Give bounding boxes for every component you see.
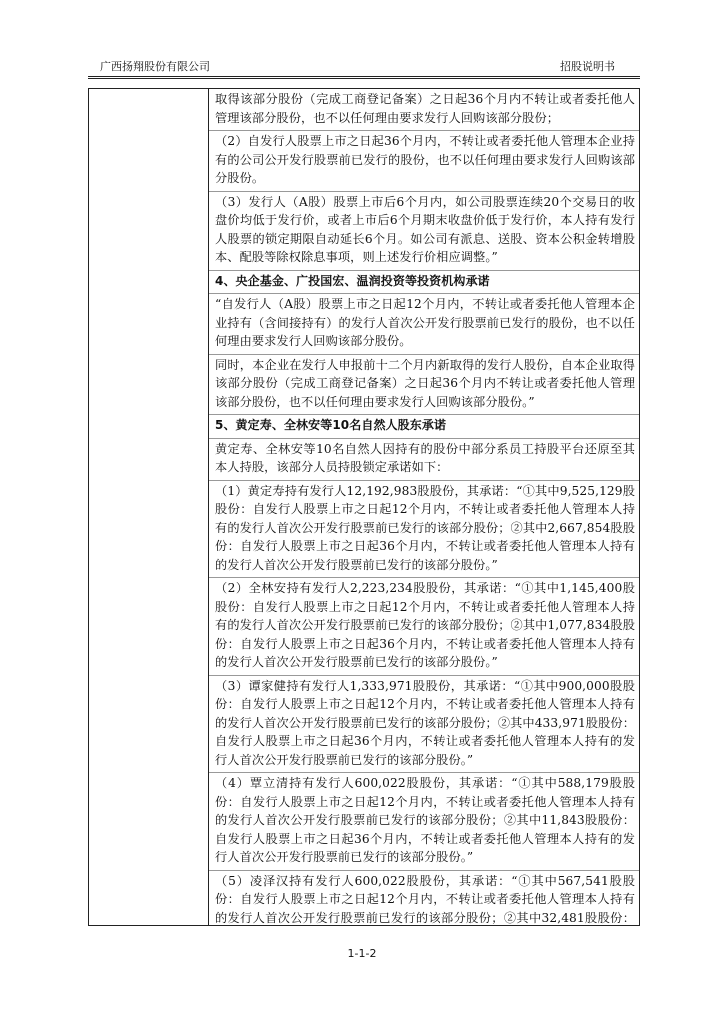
table-row: （3）发行人（A股）股票上市后6个月内，如公司股票连续20个交易日的收盘价均低于发行价，或者上市后6个月期末收盘价低于发行价，本人持有发行人股票的锁定期限自动延长6个月。如公司有派息、送股、资本公积金转增股本、配股等除权除息事项，则上述发行价相应调整。” xyxy=(209,192,639,271)
table-row: 同时，本企业在发行人申报前十二个月内新取得的发行人股份，自本企业取得该部分股份（完成工商登记备案）之日起36个月内不转让或者委托他人管理该部分股份，也不以任何理由要求发行人回购该部分股份。” xyxy=(209,355,639,416)
section-heading: 5、黄定寿、全林安等10名自然人股东承诺 xyxy=(209,415,639,439)
commitment-table xyxy=(88,88,640,926)
table-row: （3）谭家健持有发行人1,333,971股股份，其承诺：“①其中900,000股股份：自发行人股票上市之日起12个月内，不转让或者委托他人管理本人持有的发行人首次公开发行股票前已发行的该部分股份；②其中433,971股股份：自发行人股票上市之日起36个月内，不转让或者委托他人管理本人持有的发行人首次公开发行股票前已发行的该部分股份。” xyxy=(209,676,639,774)
table-row: （1）黄定寿持有发行人12,192,983股股份，其承诺：“①其中9,525,129股股份：自发行人股票上市之日起12个月内，不转让或者委托他人管理本人持有的发行人首次公开发行股票前已发行的该部分股份；②其中2,667,854股股份：自发行人股票上市之日起36个月内，不转让或者委托他人管理本人持有的发行人首次公开发行股票前已发行的该部分股份。” xyxy=(209,481,639,579)
table-row: （2）全林安持有发行人2,223,234股股份，其承诺：“①其中1,145,400股股份：自发行人股票上市之日起12个月内，不转让或者委托他人管理本人持有的发行人首次公开发行股票前已发行的该部分股份；②其中1,077,834股股份：自发行人股票上市之日起36个月内，不转让或者委托他人管理本人持有的发行人首次公开发行股票前已发行的该部分股份。” xyxy=(209,578,639,676)
table-right-column xyxy=(209,89,639,925)
table-row: “自发行人（A股）股票上市之日起12个月内，不转让或者委托他人管理本企业持有（含间接持有）的发行人首次公开发行股票前已发行的股份，也不以任何理由要求发行人回购该部分股份。 xyxy=(209,294,639,355)
table-row: 取得该部分股份（完成工商登记备案）之日起36个月内不转让或者委托他人管理该部分股份，也不以任何理由要求发行人回购该部分股份； xyxy=(209,89,639,131)
table-row: 黄定寿、全林安等10名自然人因持有的股份中部分系员工持股平台还原至其本人持股，该部分人员持股锁定承诺如下： xyxy=(209,439,639,481)
table-left-column xyxy=(89,89,209,925)
header-rule xyxy=(88,76,640,77)
section-heading: 4、央企基金、广投国宏、温润投资等投资机构承诺 xyxy=(209,271,639,295)
header-rule-thin xyxy=(88,78,640,79)
table-row: （5）凌泽汉持有发行人600,022股股份，其承诺：“①其中567,541股股份：自发行人股票上市之日起12个月内，不转让或者委托他人管理本人持有的发行人首次公开发行股票前已发行的该部分股份；②其中32,481股股份： xyxy=(209,871,639,926)
page-number: 1-1-2 xyxy=(347,947,377,960)
header-document-title: 招股说明书 xyxy=(560,60,615,73)
table-row: （4）覃立清持有发行人600,022股股份，其承诺：“①其中588,179股股份：自发行人股票上市之日起12个月内，不转让或者委托他人管理本人持有的发行人首次公开发行股票前已发行的该部分股份；②其中11,843股股份：自发行人股票上市之日起36个月内，不转让或者委托他人管理本人持有的发行人首次公开发行股票前已发行的该部分股份。” xyxy=(209,773,639,871)
header-company-name: 广西扬翔股份有限公司 xyxy=(100,60,210,73)
table-row: （2）自发行人股票上市之日起36个月内，不转让或者委托他人管理本企业持有的公司公开发行股票前已发行的股份，也不以任何理由要求发行人回购该部分股份。 xyxy=(209,131,639,192)
